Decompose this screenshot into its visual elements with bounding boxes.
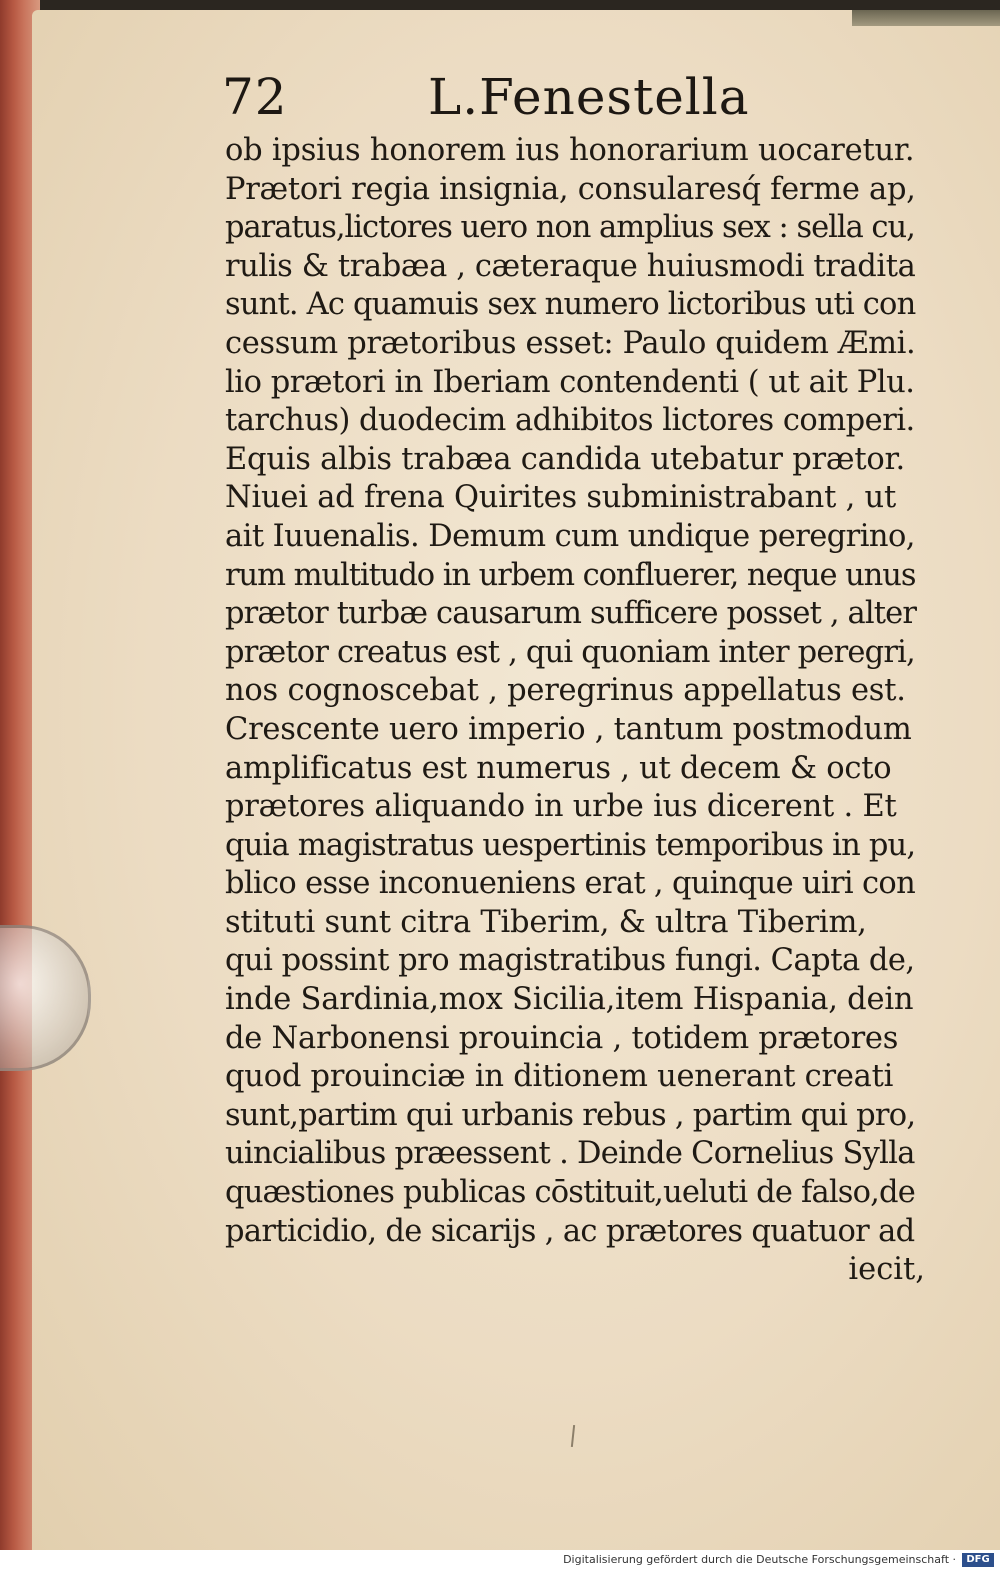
text-line: blico esse inconueniens erat , quinque uiri con [225, 866, 916, 902]
text-line: Prætori regia insignia, consularesq́ ferme ap, [225, 171, 916, 207]
text-line: prætores aliquando in urbe ius dicerent . Et [225, 789, 897, 825]
running-title: L.Fenestella [428, 68, 750, 126]
footer-bar [0, 1550, 1000, 1571]
text-line: prætor creatus est , qui quoniam inter peregri, [225, 634, 915, 670]
text-line: tarchus) duodecim adhibitos lictores comperi. [225, 403, 915, 439]
text-line: qui possint pro magistratibus fungi. Capta de, [225, 943, 915, 979]
text-line: sunt. Ac quamuis sex numero lictoribus uti con [225, 287, 916, 323]
text-line: Niuei ad frena Quirites subministrabant , ut [225, 480, 896, 516]
text-line: quia magistratus uespertinis temporibus in pu, [225, 827, 916, 863]
text-line: nos cognoscebat , peregrinus appellatus est. [225, 673, 906, 709]
text-line: rulis & trabæa , cæteraque huiusmodi tradita [225, 248, 916, 284]
text-line: amplificatus est numerus , ut decem & octo [225, 750, 892, 786]
text-line: inde Sardinia,mox Sicilia,item Hispania, dein [225, 982, 914, 1018]
text-line: lio prætori in Iberiam contendenti ( ut ait Plu. [225, 364, 915, 400]
text-line: quod prouinciæ in ditionem uenerant creati [225, 1059, 894, 1095]
text-line: rum multitudo in urbem confluerer, neque unus [225, 557, 916, 593]
page-header [222, 68, 922, 132]
funding-credit: Digitalisierung gefördert durch die Deutsche Forschungsgemeinschaft · [563, 1553, 956, 1566]
text-line: quæstiones publicas cōstituit,ueluti de falso,de [225, 1175, 916, 1211]
text-line: de Narbonensi prouincia , totidem prætores [225, 1020, 899, 1056]
text-line: particidio, de sicarijs , ac prætores quatuor ad [225, 1213, 915, 1249]
text-line: ait Iuuenalis. Demum cum undique peregrino, [225, 518, 915, 554]
text-line: stituti sunt citra Tiberim, & ultra Tiberim, [225, 904, 867, 940]
text-line: ob ipsius honorem ius honorarium uocaretur. [225, 133, 915, 168]
body-text [225, 132, 925, 1290]
page-number: 72 [222, 68, 288, 126]
text-line: sunt,partim qui urbanis rebus , partim qui pro, [225, 1097, 916, 1133]
text-line: uincialibus præessent . Deinde Cornelius Sylla [225, 1136, 915, 1172]
text-line: prætor turbæ causarum sufficere posset , alter [225, 596, 917, 632]
text-line: paratus,lictores uero non amplius sex : sella cu, [225, 210, 915, 246]
binding-strip [852, 10, 1000, 26]
text-line: Crescente uero imperio , tantum postmodum [225, 711, 912, 747]
text-line: Equis albis trabæa candida utebatur prætor. [225, 441, 905, 477]
dfg-logo: DFG [962, 1553, 994, 1567]
text-line: cessum prætoribus esset: Paulo quidem Æmi. [225, 325, 916, 361]
catchword: iecit, [848, 1252, 925, 1288]
